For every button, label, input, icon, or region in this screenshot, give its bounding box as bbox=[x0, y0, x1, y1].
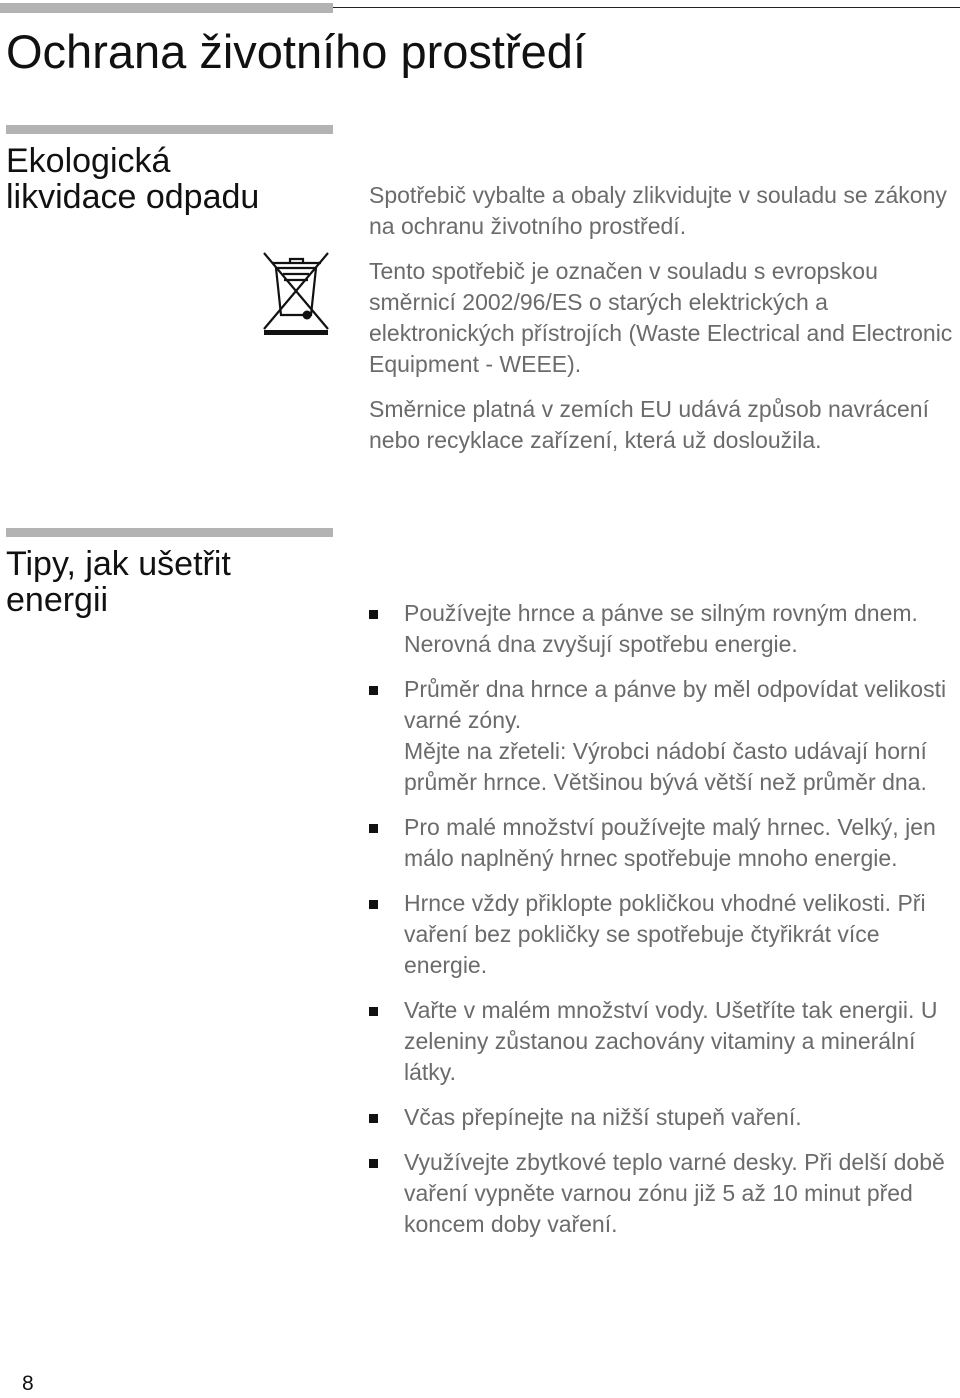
section-divider-energy bbox=[6, 528, 333, 537]
section-heading-disposal: Ekologická likvidace odpadu bbox=[6, 142, 260, 216]
bullet-square-icon bbox=[369, 900, 378, 909]
tip-text: Vařte v malém množství vody. Ušetříte tak energii. U zeleniny zůstanou zachovány vitaminy a minerální látky. bbox=[404, 997, 938, 1085]
page-title: Ochrana životního prostředí bbox=[6, 25, 586, 78]
list-item bbox=[369, 1102, 954, 1133]
list-item bbox=[369, 995, 954, 1088]
top-rule-right bbox=[333, 7, 960, 8]
list-item bbox=[369, 1147, 954, 1240]
tip-text: Včas přepínejte na nižší stupeň vaření. bbox=[404, 1104, 802, 1130]
list-item bbox=[369, 812, 954, 874]
tip-text: Využívejte zbytkové teplo varné desky. Při delší době vaření vypněte varnou zónu již 5 až 10 minut před koncem doby vaření. bbox=[404, 1149, 945, 1237]
disposal-paragraph: Tento spotřebič je označen v souladu s evropskou směrnicí 2002/96/ES o starých elektrických a elektronických přístrojích (Waste Electrical and Electronic Equipment - WEEE). bbox=[369, 258, 953, 377]
bullet-square-icon bbox=[369, 1114, 378, 1123]
bullet-square-icon bbox=[369, 1159, 378, 1168]
bullet-square-icon bbox=[369, 824, 378, 833]
bullet-square-icon bbox=[369, 686, 378, 695]
tip-text: Průměr dna hrnce a pánve by měl odpovídat velikosti varné zóny. Mějte na zřeteli: Výrobci nádobí často udávají horní průměr hrnce. Většinou bývá větší než průměr dna. bbox=[404, 676, 947, 795]
section-divider-disposal bbox=[6, 125, 333, 134]
tip-text: Pro malé množství používejte malý hrnec. Velký, jen málo naplněný hrnec spotřebuje mnoho energie. bbox=[404, 814, 936, 871]
section-heading-energy: Tipy, jak ušetřit energii bbox=[6, 545, 231, 619]
crossed-out-wheelie-bin-icon bbox=[261, 249, 331, 335]
top-rule-left bbox=[0, 3, 333, 13]
tip-text: Hrnce vždy přiklopte pokličkou vhodné velikosti. Při vaření bez pokličky se spotřebuje čtyřikrát více energie. bbox=[404, 890, 926, 978]
tip-text: Používejte hrnce a pánve se silným rovným dnem. Nerovná dna zvyšují spotřebu energie. bbox=[404, 600, 918, 657]
list-item bbox=[369, 888, 954, 981]
disposal-paragraph: Spotřebič vybalte a obaly zlikvidujte v souladu se zákony na ochranu životního prostředí. bbox=[369, 182, 947, 239]
bullet-square-icon bbox=[369, 1007, 378, 1016]
energy-tips-list bbox=[369, 598, 954, 1254]
bullet-square-icon bbox=[369, 610, 378, 619]
disposal-paragraph: Směrnice platná v zemích EU udává způsob navrácení nebo recyklace zařízení, která už dosloužila. bbox=[369, 396, 929, 453]
list-item bbox=[369, 598, 954, 660]
disposal-text bbox=[369, 180, 954, 470]
page-number: 8 bbox=[22, 1372, 34, 1395]
list-item bbox=[369, 674, 954, 798]
